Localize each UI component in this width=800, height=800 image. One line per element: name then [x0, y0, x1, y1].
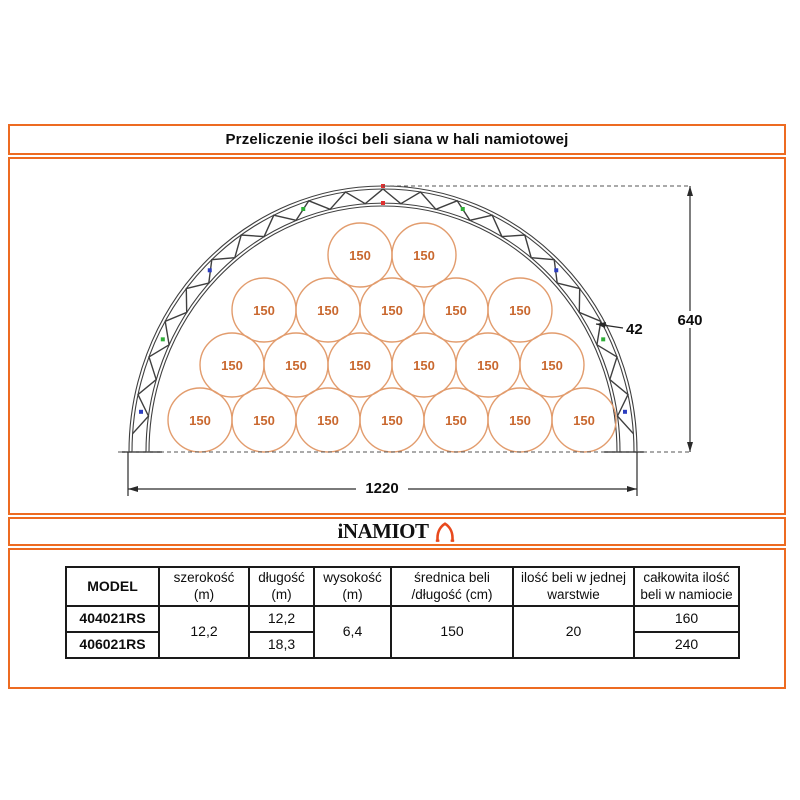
bale-diameter-label: 150	[317, 303, 339, 318]
cell-dlugosc-2: 18,3	[249, 632, 314, 658]
col-header-dlugosc	[249, 567, 314, 606]
header-line: wysokość	[323, 569, 382, 585]
col-header-model	[66, 567, 159, 606]
bale-diameter-label: 150	[349, 248, 371, 263]
cell-wysokosc: 6,4	[314, 606, 391, 658]
col-header-calkowita	[634, 567, 739, 606]
bale-diameter-label: 150	[573, 413, 595, 428]
bale-diameter-label: 150	[541, 358, 563, 373]
bale-diameter-label: 150	[221, 358, 243, 373]
truss-node-marker	[139, 410, 143, 414]
truss-node-marker	[554, 268, 558, 272]
header-line: warstwie	[547, 586, 600, 602]
header-line: /długość (cm)	[411, 586, 493, 602]
table-panel	[8, 548, 786, 689]
bale-diameter-label: 150	[477, 358, 499, 373]
truss-node-markers	[139, 184, 627, 414]
bale-diameter-label: 150	[253, 303, 275, 318]
drawing-panel	[8, 157, 786, 515]
header-line: beli w namiocie	[640, 586, 733, 602]
header-line: długość	[258, 569, 305, 585]
table-header-row	[66, 567, 739, 606]
title-bar	[8, 124, 786, 155]
bale-diameter-label: 150	[253, 413, 275, 428]
header-line: ilość beli w jednej	[520, 569, 627, 585]
dim-truss-label: 42	[626, 321, 643, 338]
header-line: (m)	[193, 586, 215, 602]
bale-diameter-label: 150	[189, 413, 211, 428]
header-line: szerokość	[173, 569, 235, 585]
header-line: (m)	[342, 586, 363, 602]
cell-calkowita-2: 240	[634, 632, 739, 658]
arrowhead-left	[128, 486, 138, 492]
bale-diameter-label: 150	[445, 413, 467, 428]
bale-diameter-label: 150	[381, 303, 403, 318]
truss-node-marker	[461, 207, 465, 211]
cell-model-404021RS: 404021RS	[66, 606, 159, 632]
logo-bar	[8, 517, 786, 546]
bale-diameter-label: 150	[509, 413, 531, 428]
bale-diameter-label: 150	[509, 303, 531, 318]
col-header-srednica	[391, 567, 513, 606]
tent-cross-section-diagram	[10, 159, 788, 513]
col-header-ilosc-warstwa	[513, 567, 634, 606]
bale-diameter-label: 150	[317, 413, 339, 428]
bale-diameter-label: 150	[413, 248, 435, 263]
truss-node-marker	[208, 268, 212, 272]
table-row	[66, 606, 739, 632]
cell-calkowita-1: 160	[634, 606, 739, 632]
logo-text: iNAMIOT	[337, 519, 429, 543]
bale-diameter-label: 150	[445, 303, 467, 318]
truss-node-marker	[301, 207, 305, 211]
bale-diameter-label: 150	[413, 358, 435, 373]
header-line: (m)	[271, 586, 292, 602]
cell-srednica: 150	[391, 606, 513, 658]
tent-icon	[433, 520, 457, 544]
cell-model-406021RS: 406021RS	[66, 632, 159, 658]
cell-szerokosc: 12,2	[159, 606, 249, 658]
header-line: całkowita ilość	[643, 569, 730, 585]
arrowhead-up	[687, 186, 693, 196]
bale-diameter-label: 150	[285, 358, 307, 373]
cell-ilosc-warstwa: 20	[513, 606, 634, 658]
spec-table	[65, 566, 740, 659]
arrowhead-down	[687, 442, 693, 452]
bale-diameter-label: 150	[381, 413, 403, 428]
dim-width-label: 1220	[365, 480, 399, 497]
col-header-wysokosc	[314, 567, 391, 606]
truss-node-marker	[601, 337, 605, 341]
page-title: Przeliczenie ilości beli siana w hali namiotowej	[225, 131, 569, 148]
header-line: MODEL	[87, 577, 138, 594]
truss-node-marker	[381, 201, 385, 205]
bale-diameter-label: 150	[349, 358, 371, 373]
truss-node-marker	[623, 410, 627, 414]
col-header-szerokosc	[159, 567, 249, 606]
truss-node-marker	[161, 337, 165, 341]
dim-height-label: 640	[677, 312, 703, 329]
header-line: średnica beli	[414, 569, 490, 585]
cell-dlugosc-1: 12,2	[249, 606, 314, 632]
arrowhead-right	[627, 486, 637, 492]
